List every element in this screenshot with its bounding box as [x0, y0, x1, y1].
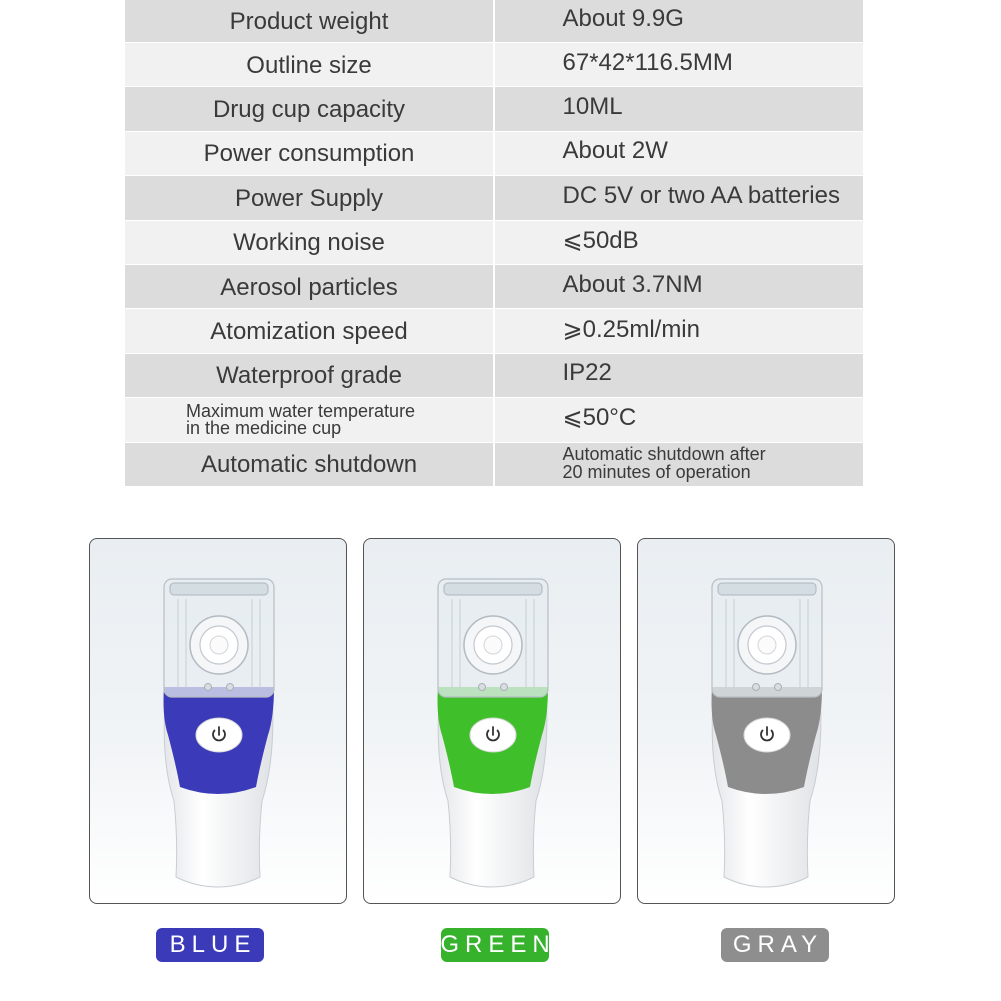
- spec-label-line: Maximum water temperature: [186, 400, 416, 421]
- spec-value: [495, 443, 864, 486]
- spec-label: Waterproof grade: [216, 362, 402, 390]
- spec-value: About 2W: [562, 137, 668, 165]
- product-card-gray: [637, 538, 895, 904]
- spec-value: ⩽50dB: [562, 226, 639, 254]
- spec-label: Drug cup capacity: [212, 96, 406, 124]
- color-badge-gray[interactable]: GRAY: [721, 928, 829, 962]
- mouthpiece-core: [210, 636, 228, 654]
- spec-row: [125, 354, 863, 398]
- spec-row: [125, 265, 863, 309]
- spec-value-line: Automatic shutdown after: [562, 444, 766, 465]
- spec-label: Automatic shutdown: [200, 451, 418, 479]
- spec-row: [125, 176, 863, 220]
- nebulizer-image: [638, 539, 895, 904]
- spec-value: About 9.9G: [562, 5, 684, 32]
- spec-value: 67*42*116.5MM: [562, 48, 733, 76]
- spec-value: IP22: [562, 359, 612, 387]
- spec-label: Power consumption: [203, 140, 415, 168]
- cup-top-edge: [170, 583, 268, 595]
- product-card-green: [363, 538, 621, 904]
- spec-value: 10ML: [562, 93, 623, 121]
- nebulizer-image: [364, 539, 621, 904]
- spec-row: [125, 309, 863, 353]
- spec-row: [125, 43, 863, 87]
- nebulizer-image: [90, 539, 347, 904]
- indicator-dot: [205, 684, 212, 691]
- spec-label: Working noise: [233, 229, 385, 257]
- indicator-dot: [501, 684, 508, 691]
- spec-label: Outline size: [246, 51, 372, 79]
- cup-top-edge: [444, 583, 542, 595]
- mouthpiece-core: [758, 636, 776, 654]
- spec-value-line: 20 minutes of operation: [562, 462, 751, 483]
- product-card-blue: [89, 538, 347, 904]
- spec-label: Atomization speed: [210, 318, 408, 346]
- indicator-dot: [479, 684, 486, 691]
- spec-value: DC 5V or two AA batteries: [562, 181, 840, 209]
- indicator-dot: [753, 684, 760, 691]
- spec-value: ⩾0.25ml/min: [562, 315, 700, 343]
- spec-label-line: in the medicine cup: [186, 417, 342, 438]
- spec-table: [125, 0, 863, 487]
- spec-row: [125, 87, 863, 131]
- spec-row: [125, 221, 863, 265]
- mouthpiece-core: [484, 636, 502, 654]
- spec-value: About 3.7NM: [562, 270, 703, 298]
- indicator-dot: [227, 684, 234, 691]
- spec-row: [125, 132, 863, 176]
- spec-value: ⩽50°C: [562, 404, 637, 432]
- spec-label: [125, 398, 493, 441]
- color-badge-blue[interactable]: BLUE: [156, 928, 264, 962]
- spec-label: Power Supply: [234, 184, 384, 212]
- spec-row: [125, 398, 863, 442]
- spec-label: Aerosol particles: [220, 273, 398, 301]
- indicator-dot: [775, 684, 782, 691]
- color-badge-green[interactable]: GREEN: [441, 928, 549, 962]
- cup-top-edge: [718, 583, 816, 595]
- spec-label: Product weight: [229, 8, 389, 35]
- spec-row: [125, 443, 863, 487]
- spec-row: [125, 0, 863, 43]
